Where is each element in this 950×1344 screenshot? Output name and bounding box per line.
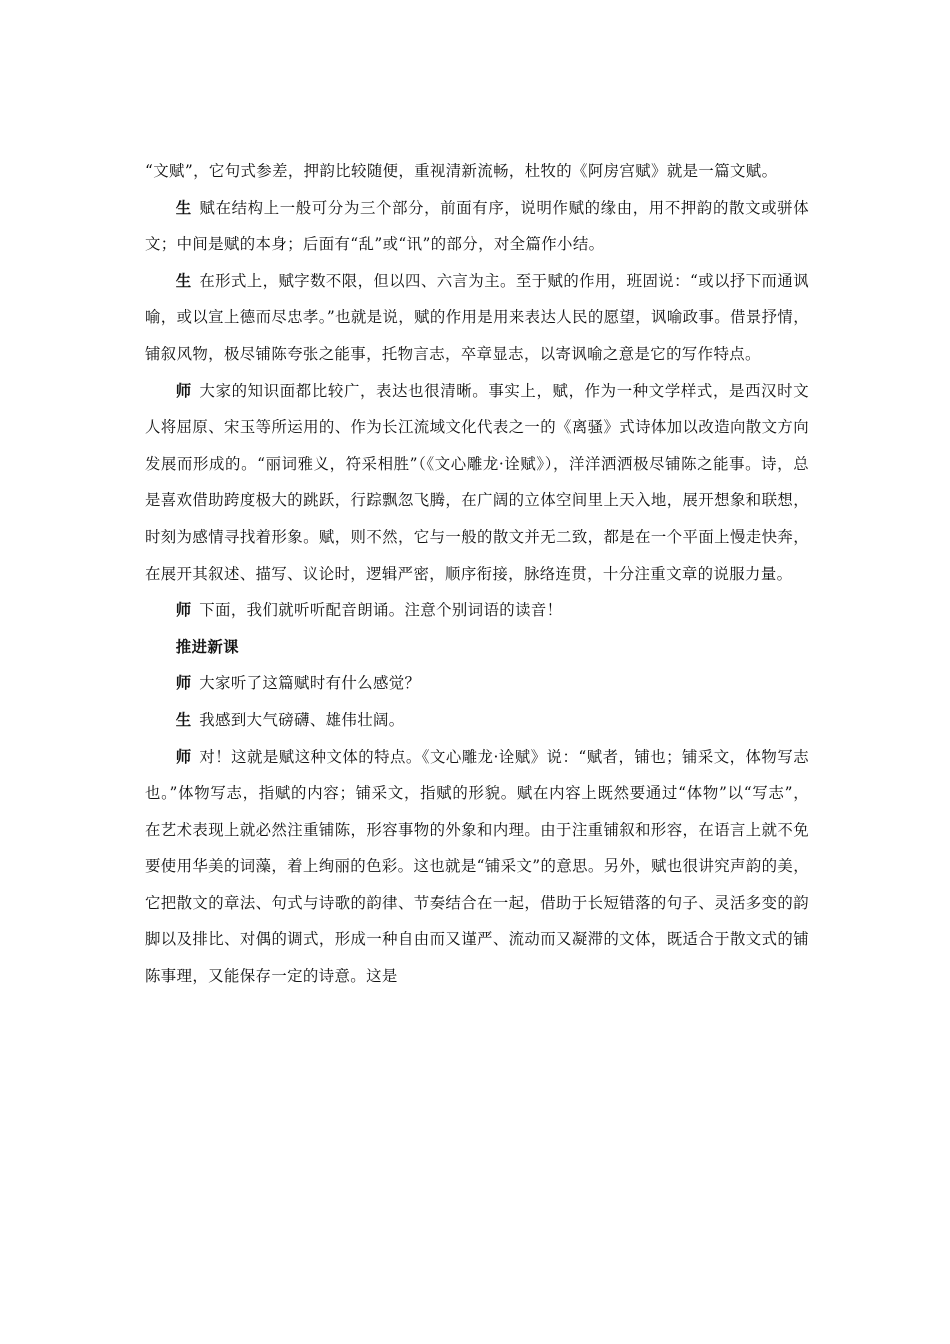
paragraph-text: 在形式上，赋字数不限，但以四、六言为主。至于赋的作用，班固说：“或以抒下而通讽喻，或以宣上德而尽忠孝。”也就是说，赋的作用是用来表达人民的愿望，讽喻政事。借景抒情，铺叙风物，极尽铺陈夸张之能事，托物言志，卒章显志，以寄讽喻之意是它的写作特点。 — [145, 271, 809, 363]
paragraph-text: 赋在结构上一般可分为三个部分，前面有序，说明作赋的缘由，用不押韵的散文或骈体文；中间是赋的本身；后面有“乱”或“讯”的部分，对全篇作小结。 — [145, 198, 809, 254]
speaker-label: 生 — [175, 710, 192, 729]
speaker-label: 生 — [175, 198, 192, 217]
paragraph-7 — [145, 702, 809, 739]
paragraph-text: 下面，我们就听听配音朗诵。注意个别词语的读音！ — [199, 601, 563, 620]
paragraph-text: 对！这就是赋这种文体的特点。《文心雕龙·诠赋》说：“赋者，铺也；铺采文，体物写志也。”体物写志，指赋的内容；铺采文，指赋的形貌。赋在内容上既然要通过“体物”以“写志”，在艺术表现上就必然注重铺陈，形容事物的外象和内理。由于注重铺叙和形容，在语言上就不免要使用华美的词藻，着上绚丽的色彩。这也就是“铺采文”的意思。另外，赋也很讲究声韵的美，它把散文的章法、句式与诗歌的韵律、节奏结合在一起，借助于长短错落的句子、灵活多变的韵脚以及排比、对偶的调式，形成一种自由而又谨严、流动而又凝滞的文体，既适合于散文式的铺陈事理，又能保存一定的诗意。这是 — [145, 747, 809, 986]
speaker-label: 师 — [175, 601, 192, 620]
speaker-label: 师 — [175, 674, 192, 693]
speaker-label: 生 — [175, 271, 192, 290]
document-body — [145, 153, 809, 995]
paragraph-8 — [145, 739, 809, 995]
speaker-label: 师 — [175, 747, 192, 766]
section-heading — [145, 629, 809, 666]
speaker-label: 师 — [175, 381, 192, 400]
paragraph-text: “文赋”，它句式参差，押韵比较随便，重视清新流畅，杜牧的《阿房宫赋》就是一篇文赋。 — [145, 162, 778, 180]
paragraph-text: 大家的知识面都比较广，表达也很清晰。事实上，赋，作为一种文学样式，是西汉时文人将屈原、宋玉等所运用的、作为长江流域文化代表之一的《离骚》式诗体加以改造向散文方向发展而形成的。“丽词雅义，符采相胜”（《文心雕龙·诠赋》），洋洋洒洒极尽铺陈之能事。诗，总是喜欢借助跨度极大的跳跃，行踪飘忽飞腾，在广阔的立体空间里上天入地，展开想象和联想，时刻为感情寻找着形象。赋，则不然，它与一般的散文并无二致，都是在一个平面上慢走快奔，在展开其叙述、描写、议论时，逻辑严密，顺序衔接，脉络连贯，十分注重文章的说服力量。 — [145, 381, 809, 583]
paragraph-6 — [145, 665, 809, 702]
paragraph-3 — [145, 263, 809, 373]
paragraph-5 — [145, 592, 809, 629]
paragraph-text: 我感到大气磅礴、雄伟壮阔。 — [199, 710, 405, 729]
paragraph-2 — [145, 190, 809, 263]
paragraph-1 — [145, 153, 809, 190]
paragraph-text: 大家听了这篇赋时有什么感觉？ — [199, 674, 421, 693]
section-heading-text: 推进新课 — [175, 637, 239, 656]
paragraph-4 — [145, 373, 809, 593]
